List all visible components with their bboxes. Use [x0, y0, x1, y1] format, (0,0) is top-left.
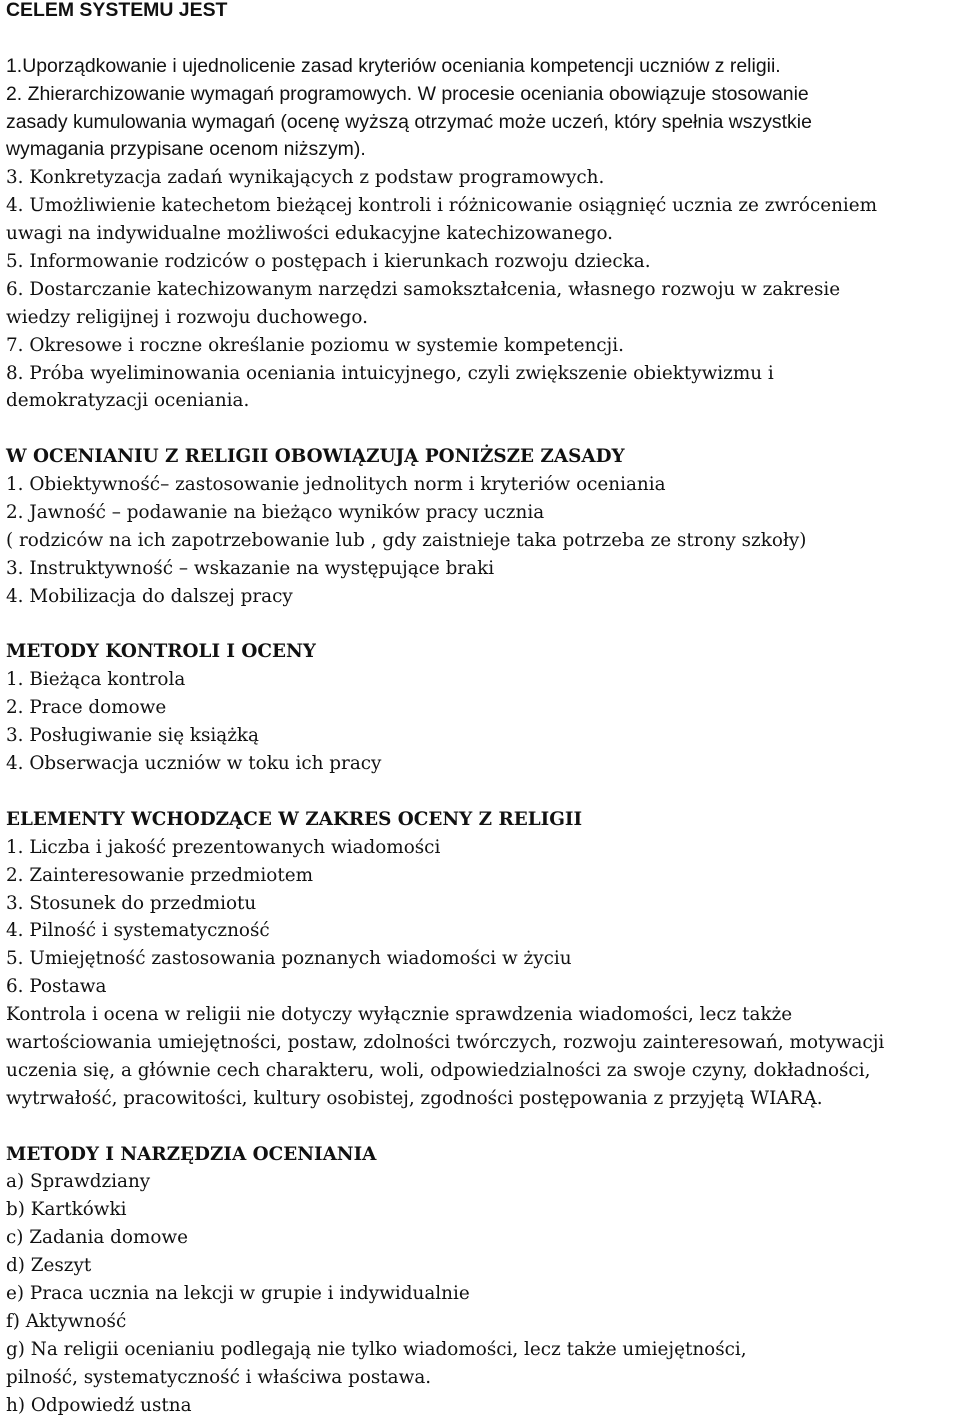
text-line: 6. Dostarczanie katechizowanym narzędzi samokształcenia, własnego rozwoju w zakresie [6, 278, 841, 300]
section-heading: METODY KONTROLI I OCENY [6, 641, 316, 663]
text-line: 5. Informowanie rodziców o postępach i kierunkach rozwoju dziecka. [6, 251, 651, 273]
text-line: 1.Uporządkowanie i ujednolicenie zasad kryteriów oceniania kompetencji uczniów z religii. [6, 54, 781, 77]
text-line: wiedzy religijnej i rozwoju duchowego. [6, 306, 368, 328]
text-line: 6. Postawa [6, 976, 107, 998]
text-line: uwagi na indywidualne możliwości edukacyjne katechizowanego. [6, 223, 614, 245]
blank-line [6, 25, 958, 53]
text-line: 7. Okresowe i roczne określanie poziomu w systemie kompetencji. [6, 334, 624, 356]
text-line: d) Zeszyt [6, 1255, 92, 1277]
text-line: wytrwałość, pracowitości, kultury osobistej, zgodności postępowania z przyjętą WIARĄ. [6, 1087, 823, 1109]
text-line: 3. Stosunek do przedmiotu [6, 892, 257, 914]
text-line: pilność, systematyczność i właściwa postawa. [6, 1366, 432, 1388]
text-line: 1. Obiektywność– zastosowanie jednolitych norm i kryteriów oceniania [6, 474, 666, 496]
text-line: 4. Pilność i systematyczność [6, 920, 270, 942]
text-line: c) Zadania domowe [6, 1227, 189, 1249]
text-line: 2. Zhierarchizowanie wymagań programowych. W procesie oceniania obowiązuje stosowanie [6, 82, 809, 105]
text-line: h) Odpowiedź ustna [6, 1394, 192, 1416]
text-line: 2. Zainteresowanie przedmiotem [6, 864, 313, 886]
text-line: a) Sprawdziany [6, 1171, 151, 1193]
text-line: f) Aktywność [6, 1310, 127, 1332]
text-line: 3. Posługiwanie się książką [6, 725, 259, 747]
text-line: uczenia się, a głównie cech charakteru, woli, odpowiedzialności za swoje czyny, dokładności, [6, 1059, 871, 1081]
section-heading: W OCENIANIU Z RELIGII OBOWIĄZUJĄ PONIŻSZE ZASADY [6, 446, 625, 468]
text-line: 4. Umożliwienie katechetom bieżącej kontroli i różnicowanie osiągnięć ucznia ze zwróceniem [6, 195, 878, 217]
document-page [6, 0, 958, 1419]
text-line: demokratyzacji oceniania. [6, 390, 250, 412]
text-line: wartościowania umiejętności, postaw, zdolności twórczych, rozwoju zainteresowań, motywacji [6, 1031, 885, 1053]
text-line: 3. Konkretyzacja zadań wynikających z podstaw programowych. [6, 167, 605, 189]
section-heading: ELEMENTY WCHODZĄCE W ZAKRES OCENY Z RELIGII [6, 808, 583, 830]
text-line: 1. Bieżąca kontrola [6, 669, 186, 691]
text-line: wymagania przypisane ocenom niższym). [6, 138, 366, 161]
text-line: ( rodziców na ich zapotrzebowanie lub , gdy zaistnieje taka potrzeba ze strony szkoły) [6, 529, 807, 551]
text-line: zasady kumulowania wymagań (ocenę wyższą otrzymać może uczeń, który spełnia wszystkie [6, 110, 812, 133]
text-line: g) Na religii ocenianiu podlegają nie tylko wiadomości, lecz także umiejętności, [6, 1338, 747, 1360]
text-line: b) Kartkówki [6, 1199, 127, 1221]
text-line: 1. Liczba i jakość prezentowanych wiadomości [6, 836, 441, 858]
section-heading: CELEM SYSTEMU JEST [6, 0, 228, 21]
blank-line [6, 1113, 958, 1141]
blank-line [6, 611, 958, 639]
text-line: 2. Jawność – podawanie na bieżąco wyników pracy ucznia [6, 502, 545, 524]
text-line: 5. Umiejętność zastosowania poznanych wiadomości w życiu [6, 948, 572, 970]
text-line: 4. Obserwacja uczniów w toku ich pracy [6, 753, 382, 775]
text-line: 8. Próba wyeliminowania oceniania intuicyjnego, czyli zwiększenie obiektywizmu i [6, 362, 774, 384]
section-heading: METODY I NARZĘDZIA OCENIANIA [6, 1143, 377, 1165]
blank-line [6, 415, 958, 443]
text-line: Kontrola i ocena w religii nie dotyczy wyłącznie sprawdzenia wiadomości, lecz także [6, 1004, 793, 1026]
text-line: 2. Prace domowe [6, 697, 167, 719]
text-line: 3. Instruktywność – wskazanie na występujące braki [6, 557, 495, 579]
blank-line [6, 778, 958, 806]
text-line: 4. Mobilizacja do dalszej pracy [6, 585, 293, 607]
text-line: e) Praca ucznia na lekcji w grupie i indywidualnie [6, 1282, 470, 1304]
